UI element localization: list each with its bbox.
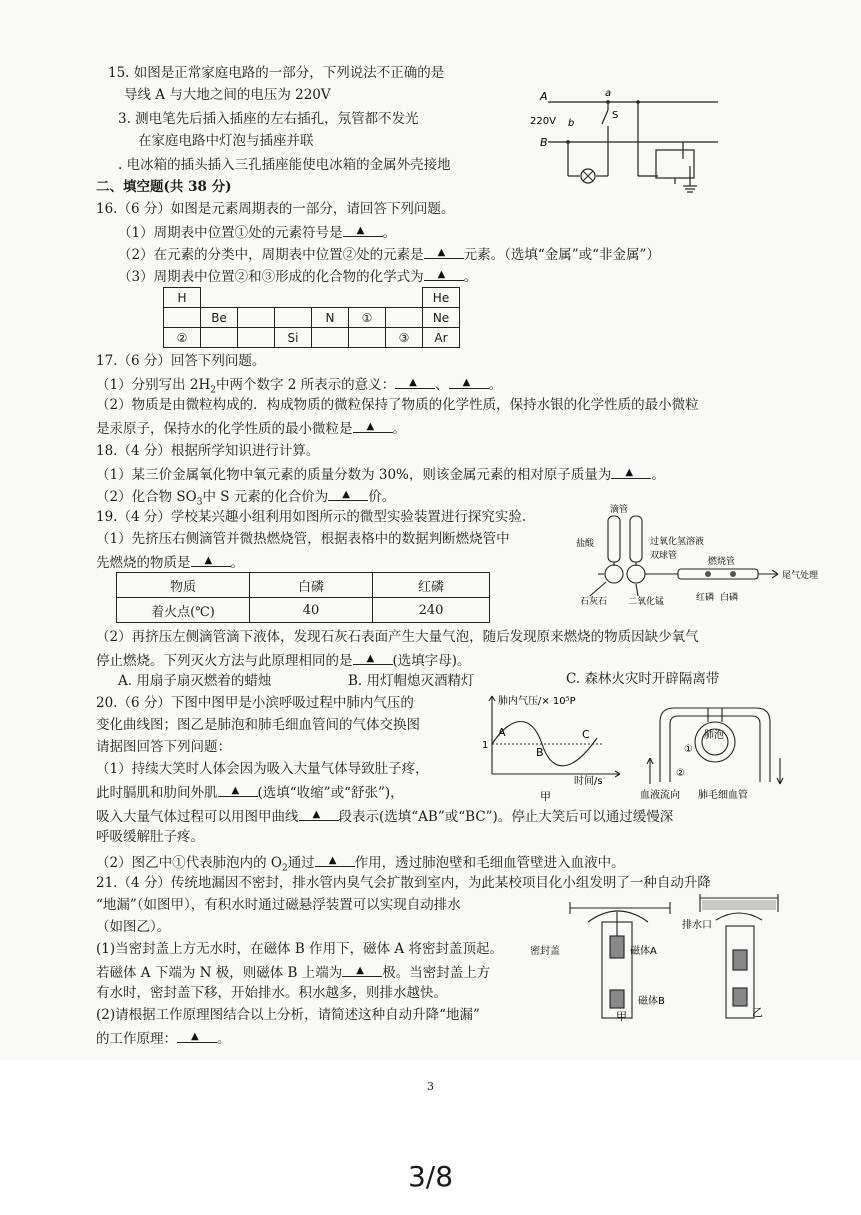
q20-line3: 请据图回答下列问题： <box>96 739 231 755</box>
pt-cell <box>349 328 386 348</box>
q21-line8: 的工作原理：▲ 。 <box>96 1028 231 1048</box>
fig-label: 血液流向 <box>640 790 680 801</box>
fig-label: 密封盖 <box>530 946 560 957</box>
section-title: 二、填空题(共 38 分) <box>96 179 232 195</box>
pt-cell: ② <box>164 328 201 348</box>
answer-blank[interactable] <box>191 552 231 567</box>
fig-label: 红磷 <box>696 593 715 603</box>
q19-sub2-line1: （2）再挤压左侧滴管滴下液体，发现石灰石表面产生大量气泡，随后发现原来燃烧的物质因缺少氧气 <box>96 629 699 645</box>
q18-title: 18.（4 分）根据所学知识进行计算。 <box>96 443 320 459</box>
pt-cell: Ar <box>423 328 460 348</box>
pt-cell: He <box>423 288 460 308</box>
q16-title: 16.（6 分）如图是元素周期表的一部分，请回答下列问题。 <box>96 201 455 217</box>
fig-label: 滴管 <box>610 505 629 515</box>
pt-cell <box>312 328 349 348</box>
q16-sub3: （3）周期表中位置②和③形成的化合物的化学式为▲ 。 <box>118 266 477 286</box>
fig-label: 肺泡 <box>704 730 724 741</box>
q21-line5: 若磁体 A 下端为 N 极，则磁体 B 上端为▲ 极。当密封盖上方 <box>96 962 490 982</box>
fig-label: 白磷 <box>720 593 739 603</box>
fig-label: 双球管 <box>650 551 678 561</box>
fig-label: 排水口 <box>682 920 712 931</box>
ignition-table <box>116 572 490 623</box>
q20-line7: 呼吸缓解肚子疼。 <box>96 829 204 845</box>
fig-label: 过氧化氢溶液 <box>650 537 705 547</box>
answer-blank[interactable] <box>342 962 382 977</box>
q21-line7: (2)请根据工作原理图结合以上分析，请简述这种自动升降“地漏” <box>96 1007 480 1023</box>
q19-sub1-line2: 先燃烧的物质是▲ 。 <box>96 552 244 572</box>
q15-option-d: . 电冰箱的插头插入三孔插座能使电冰箱的金属外壳接地 <box>118 157 451 173</box>
pt-cell: ① <box>349 308 386 328</box>
q18-sub1: （1）某三价金属氧化物中氧元素的质量分数为 30%，则该金属元素的相对原子质量为▲ 。 <box>96 464 665 484</box>
fig-label: 肺毛细血管 <box>698 790 748 801</box>
answer-blank[interactable] <box>315 852 355 867</box>
q21-line6: 有水时，密封盖下移，开始排水。积水越多，则排水越快。 <box>96 985 447 1001</box>
graph-xlabel: 时间/s <box>574 776 603 787</box>
fig-label: 燃烧管 <box>708 557 736 567</box>
q17-title: 17.（6 分）回答下列问题。 <box>96 353 266 369</box>
circuit-label-A: A <box>540 90 548 103</box>
table-header: 白磷 <box>250 573 373 598</box>
table-cell: 240 <box>373 598 490 623</box>
circuit-label-B: B <box>540 136 548 149</box>
q19-sub2-line2: 停止燃烧。下列灭火方法与此原理相同的是▲ (选填字母)。 <box>96 650 471 670</box>
q20-line8: （2）图乙中①代表肺泡内的 $O_2$通过▲ 作用，透过肺泡壁和毛细血管壁进入血液中。 <box>96 852 625 878</box>
fig-label: ② <box>676 768 685 779</box>
answer-blank[interactable] <box>611 464 651 479</box>
q15-title: 15. 如图是正常家庭电路的一部分，下列说法不正确的是 <box>108 65 445 81</box>
pt-cell <box>238 328 275 348</box>
q17-sub2-line1: （2）物质是由微粒构成的．构成物质的微粒保持了物质的化学性质，保持水银的化学性质的最小微粒 <box>96 397 699 413</box>
graph-point-label: C <box>582 728 590 741</box>
micro-experiment-diagram <box>568 500 828 610</box>
floor-drain-diagram <box>530 892 780 1022</box>
q19-option-a: A. 用扇子扇灭燃着的蜡烛 <box>118 673 272 689</box>
periodic-table <box>163 287 460 348</box>
answer-blank[interactable] <box>218 782 258 797</box>
pt-cell: N <box>312 308 349 328</box>
fig-label: 石灰石 <box>580 597 608 607</box>
pt-cell: Ne <box>423 308 460 328</box>
q15-option-a: 导线 A 与大地之间的电压为 220V <box>124 87 331 103</box>
answer-blank[interactable] <box>424 244 464 259</box>
lung-pressure-graph <box>472 692 632 804</box>
graph-tick: 1 <box>482 740 489 751</box>
table-cell: 40 <box>250 598 373 623</box>
pt-cell: Be <box>201 308 238 328</box>
circuit-label-b: b <box>568 118 575 129</box>
q17-sub2-line2: 是汞原子，保持水的化学性质的最小微粒是▲ 。 <box>96 418 406 438</box>
pt-cell: ③ <box>386 328 423 348</box>
fig-caption: 乙 <box>752 1006 763 1019</box>
q16-sub2: （2）在元素的分类中，周期表中位置②处的元素是▲ 元素。（选填“金属”或“非金属”） <box>118 244 660 264</box>
pt-cell <box>201 328 238 348</box>
table-header: 物质 <box>117 573 250 598</box>
circuit-label-S: S <box>612 110 619 121</box>
answer-blank[interactable] <box>395 374 435 389</box>
fig-caption: 甲 <box>616 1010 627 1022</box>
graph-point-label: B <box>536 746 544 759</box>
pt-cell: H <box>164 288 201 308</box>
q21-line2: “地漏”（如图甲），有积水时通过磁悬浮装置可以实现自动排水 <box>96 897 461 913</box>
pt-cell <box>238 308 275 328</box>
q21-line4: (1)当密封盖上方无水时，在磁体 B 作用下，磁体 A 将密封盖顶起。 <box>96 941 503 957</box>
answer-blank[interactable] <box>449 374 489 389</box>
alveolus-diagram <box>640 702 810 802</box>
q20-line2: 变化曲线图；图乙是肺泡和肺毛细血管间的气体交换图 <box>96 717 420 733</box>
q19-title: 19.（4 分）学校某兴趣小组利用如图所示的微型实验装置进行探究实验. <box>96 509 527 525</box>
circuit-label-voltage: 220V <box>530 116 556 127</box>
pt-cell: Si <box>275 328 312 348</box>
page-counter: 3/8 <box>407 1160 454 1193</box>
fig-label: 二氧化锰 <box>628 597 665 607</box>
q15-option-c: 在家庭电路中灯泡与插座并联 <box>138 133 314 149</box>
pt-cell <box>275 308 312 328</box>
q20-line4: （1）持续大笑时人体会因为吸入大量气体导致肚子疼， <box>96 761 429 777</box>
fig-label: ① <box>684 744 693 755</box>
answer-blank[interactable] <box>343 222 383 237</box>
circuit-label-a: a <box>605 88 612 99</box>
q19-option-b: B. 用灯帽熄灭酒精灯 <box>348 673 475 689</box>
table-cell: 着火点(℃) <box>117 598 250 623</box>
q20-line6: 吸入大量气体过程可以用图甲曲线▲ 段表示(选填“AB”或“BC”)。停止大笑后可以通过缓慢深 <box>96 806 673 826</box>
answer-blank[interactable] <box>177 1028 217 1043</box>
q17-sub1: （1）分别写出 $2H_2$中两个数字 2 所表示的意义：▲ 、▲ 。 <box>96 374 502 400</box>
graph-point-label: A <box>498 726 506 739</box>
answer-blank[interactable] <box>353 418 393 433</box>
table-header: 红磷 <box>373 573 490 598</box>
q18-sub2: （2）化合物 $SO_3$中 S 元素的化合价为▲ 价。 <box>96 486 395 512</box>
pt-cell <box>386 308 423 328</box>
q21-line1: 21.（4 分）传统地漏因不密封，排水管内臭气会扩散到室内，为此某校项目化小组发明了一种自动升降 <box>96 875 711 891</box>
answer-blank[interactable] <box>328 486 368 501</box>
answer-blank[interactable] <box>353 650 393 665</box>
q15-option-b: 3. 测电笔先后插入插座的左右插孔，氖管都不发光 <box>118 111 419 127</box>
fig-label: 磁体A <box>630 946 657 957</box>
answer-blank[interactable] <box>299 806 339 821</box>
fig-label: 盐酸 <box>576 539 595 549</box>
q19-option-c: C. 森林火灾时开辟隔离带 <box>566 671 720 687</box>
fig-label: 磁体B <box>638 996 665 1007</box>
fig-label: 尾气处理 <box>782 571 819 581</box>
q20-line5: 此时膈肌和肋间外肌▲ (选填“收缩”或“舒张”)， <box>96 782 404 802</box>
pt-cell <box>164 308 201 328</box>
q19-sub1-line1: （1）先挤压右侧滴管并微热燃烧管，根据表格中的数据判断燃烧管中 <box>96 531 510 547</box>
q20-line1: 20.（6 分）下图中图甲是小滨呼吸过程中肺内气压的 <box>96 695 414 711</box>
answer-blank[interactable] <box>424 266 464 281</box>
graph-caption: 甲 <box>540 790 551 803</box>
graph-ylabel: 肺内气压/× 10⁵P <box>498 696 576 707</box>
circuit-diagram <box>528 84 720 194</box>
q21-line3: （如图乙）。 <box>96 919 171 935</box>
q16-sub1: （1）周期表中位置①处的元素符号是▲ 。 <box>118 222 396 242</box>
page-number: 3 <box>427 1080 434 1093</box>
